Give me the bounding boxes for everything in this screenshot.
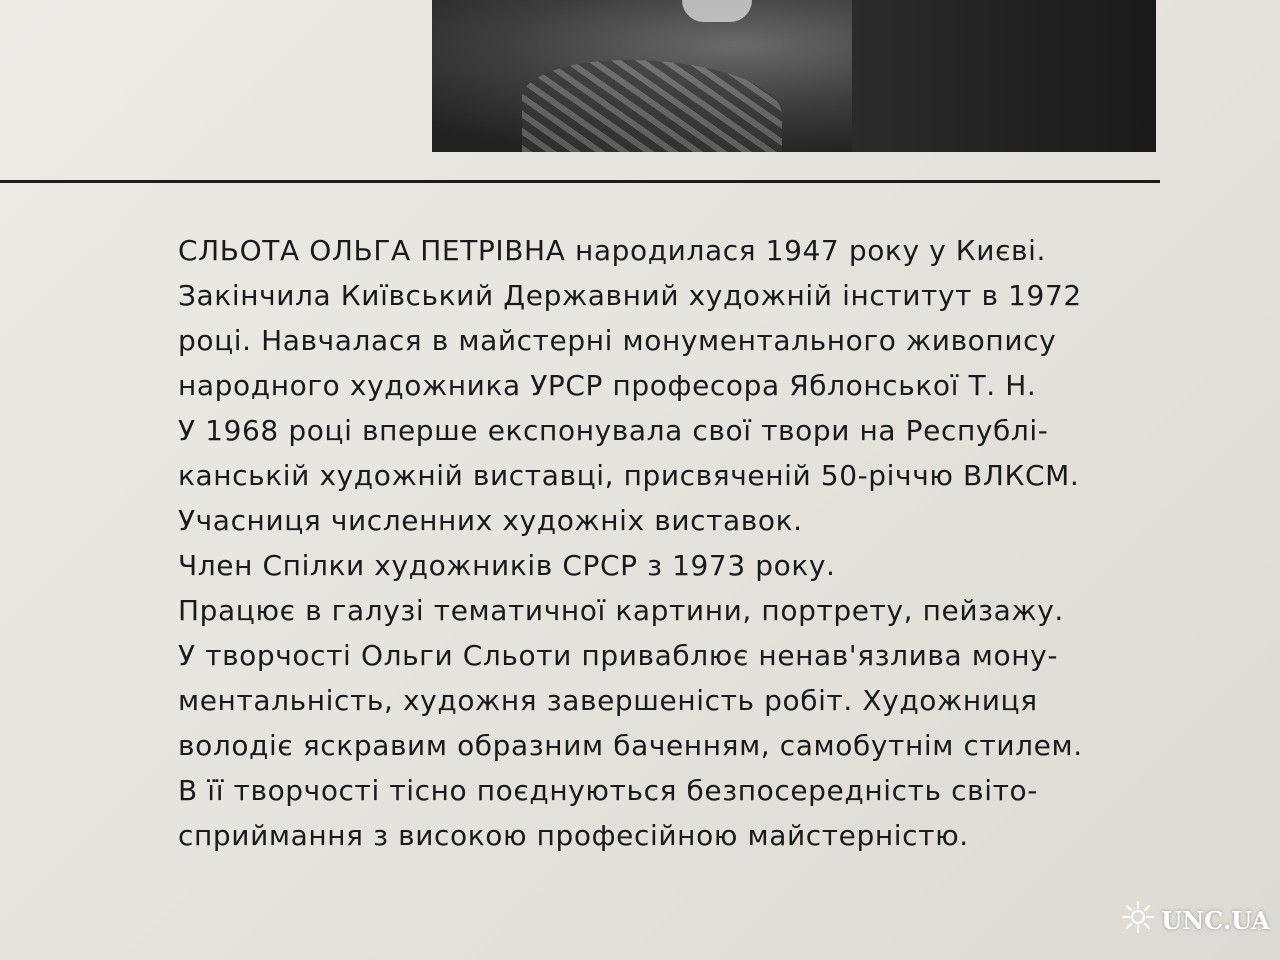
biography-line: році. Навчалася в майстерні монументального живопису — [178, 324, 1057, 357]
portrait-photo — [432, 0, 1156, 152]
biography-text — [178, 228, 1188, 858]
biography-line: народного художника УРСР професора Яблонської Т. Н. — [178, 369, 1037, 402]
sunburst-logo-icon — [1121, 900, 1155, 940]
photo-dark-area — [852, 0, 1156, 152]
biography-line: ментальність, художня завершеність робіт. Художниця — [178, 684, 1038, 717]
watermark — [1121, 900, 1270, 940]
biography-line: канській художній виставці, присвяченій 50-річчю ВЛКСМ. — [178, 459, 1080, 492]
photo-fabric — [522, 60, 782, 152]
biography-line: У 1968 році вперше експонувала свої твори на Республі- — [178, 414, 1049, 447]
biography-line: У творчості Ольги Сльоти приваблює ненав'язлива мону- — [178, 639, 1059, 672]
photo-hand — [682, 0, 752, 22]
biography-line: Член Спілки художників СРСР з 1973 року. — [178, 549, 836, 582]
watermark-text: UNC.UA — [1161, 905, 1270, 935]
biography-line: СЛЬОТА ОЛЬГА ПЕТРІВНА народилася 1947 року у Києві. — [178, 234, 1047, 267]
biography-line: володіє яскравим образним баченням, самобутнім стилем. — [178, 729, 1083, 762]
horizontal-rule — [0, 180, 1160, 183]
biography-line: Працює в галузі тематичної картини, портрету, пейзажу. — [178, 594, 1064, 627]
biography-line: Учасниця численних художніх виставок. — [178, 504, 803, 537]
biography-line: В її творчості тісно поєднуються безпосередність світо- — [178, 774, 1038, 807]
biography-line: Закінчила Київський Державний художній інститут в 1972 — [178, 279, 1082, 312]
biography-line: сприймання з високою професійною майстерністю. — [178, 819, 969, 852]
